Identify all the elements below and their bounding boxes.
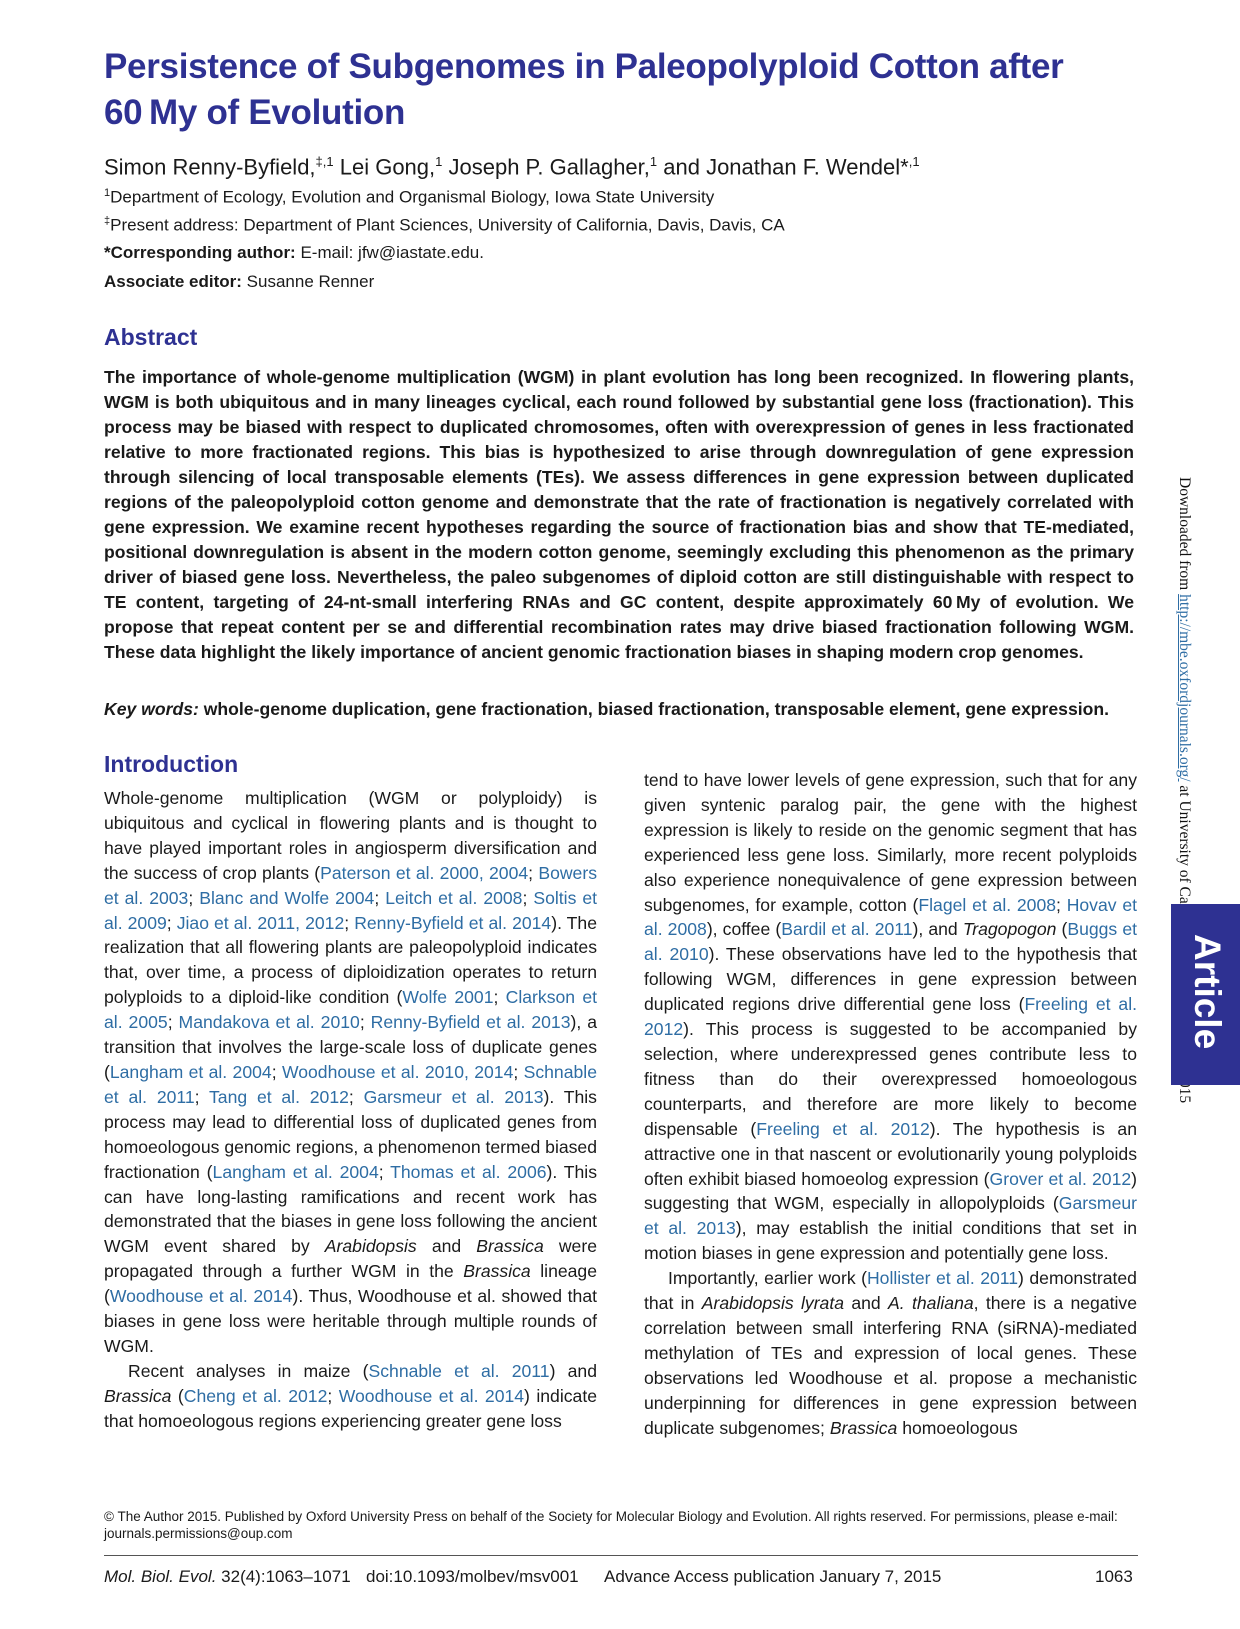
citation-link[interactable]: Wolfe 2001 bbox=[402, 987, 494, 1008]
citation-link[interactable]: Hollister et al. 2011 bbox=[866, 1268, 1019, 1289]
text-run: and bbox=[416, 1236, 477, 1257]
italic-term: Brassica bbox=[829, 1417, 898, 1438]
text-run: ). These observations have led to the hypothesis that following WGM, differences in gene expression between duplicated regions drive differential gene loss ( bbox=[644, 944, 1138, 1015]
author-name: Simon Renny-Byfield, bbox=[104, 154, 316, 180]
affiliation-sup: ‡ bbox=[104, 215, 111, 227]
citation-link[interactable]: Flagel et al. 2008 bbox=[918, 894, 1057, 915]
author-sup: 1 bbox=[435, 154, 443, 169]
text-run: ; bbox=[271, 1061, 282, 1082]
text-run: lineage ( bbox=[104, 1261, 597, 1307]
citation-link[interactable]: Leitch et al. 2008 bbox=[385, 887, 523, 908]
corresponding-email[interactable]: E-mail: jfw@iastate.edu. bbox=[295, 243, 484, 262]
text-run: ; bbox=[327, 1385, 339, 1406]
download-prefix: Downloaded from bbox=[1176, 477, 1193, 595]
keywords bbox=[104, 699, 1144, 720]
text-run: ( bbox=[171, 1385, 184, 1406]
corresponding-label: *Corresponding author: bbox=[104, 243, 296, 262]
text-run: ) demonstrated that in bbox=[644, 1268, 1137, 1314]
doi: doi:10.1093/molbev/msv001 bbox=[366, 1567, 579, 1586]
journal-name: Mol. Biol. Evol. bbox=[104, 1567, 217, 1586]
page-number: 1063 bbox=[1095, 1567, 1133, 1586]
author-name: Lei Gong, bbox=[333, 154, 436, 180]
citation-link[interactable]: Thomas et al. 2006 bbox=[390, 1161, 547, 1182]
text-run: ), and bbox=[912, 919, 963, 940]
text-run: ). This can have long-lasting ramifications and recent work has demonstrated that the biases in gene loss following the ancient WGM event shared by bbox=[104, 1161, 597, 1257]
italic-term: Brassica bbox=[463, 1261, 531, 1282]
text-run: ). The hypothesis is an attractive one in that nascent or evolutionarily young polyploids often exhibit biased homoeolog expression ( bbox=[644, 1118, 1137, 1189]
citation-link[interactable]: Langham et al. 2004 bbox=[212, 1161, 379, 1182]
article-type-tab bbox=[1171, 904, 1240, 1085]
text-run: ; bbox=[513, 1061, 524, 1082]
citation-link[interactable]: Freeling et al. 2012 bbox=[644, 994, 1137, 1040]
italic-term: Brassica bbox=[476, 1236, 544, 1257]
keywords-text: whole-genome duplication, gene fractionation, biased fractionation, transposable element, gene expression. bbox=[198, 699, 1110, 719]
text-run: ). Thus, Woodhouse et al. showed that biases in gene loss were heritable through multiple rounds of WGM. bbox=[104, 1286, 597, 1356]
text-run: Recent analyses in maize ( bbox=[128, 1360, 369, 1381]
text-run: tend to have lower levels of gene expression, such that for any given syntenic paralog pair, the gene with the highest expression is likely to reside on the genomic segment that has experienced less gene loss. Similarly, more recent polyploids also experience nonequivalence of gene expression between subgenomes, for example, cotton ( bbox=[644, 770, 1137, 915]
text-run: ; bbox=[522, 887, 534, 908]
author-sup: ‡,1 bbox=[315, 154, 334, 169]
text-run: ) suggesting that WGM, especially in allopolyploids ( bbox=[644, 1168, 1137, 1214]
text-run: ; bbox=[374, 887, 386, 908]
citation-link[interactable]: Woodhouse et al. 2014 bbox=[338, 1385, 525, 1406]
italic-term: A. thaliana bbox=[888, 1293, 974, 1314]
body-column-right bbox=[644, 768, 1137, 1440]
text-run: ), a transition that involves the large-scale loss of duplicate genes ( bbox=[104, 1012, 597, 1082]
abstract-heading: Abstract bbox=[104, 324, 198, 350]
introduction-heading: Introduction bbox=[104, 751, 239, 777]
author-sup: 1 bbox=[649, 154, 658, 169]
body-column-left bbox=[104, 786, 597, 1434]
citation-link[interactable]: Garsmeur et al. 2013 bbox=[363, 1086, 544, 1107]
copyright-footnote: © The Author 2015. Published by Oxford University Press on behalf of the Society for Molecular Biology and Evolution. All rights reserved. For permissions, please e-mail: journals.permissions@oup.com bbox=[104, 1509, 1118, 1541]
keywords-label: Key words: bbox=[104, 699, 199, 719]
citation-link[interactable]: Clarkson et al. 2005 bbox=[104, 987, 597, 1033]
citation-link[interactable]: Bowers et al. 2003 bbox=[104, 862, 597, 908]
paragraph bbox=[644, 768, 1137, 1266]
citation-link[interactable]: Blanc and Wolfe 2004 bbox=[199, 887, 375, 908]
author-name: Joseph P. Gallagher, bbox=[442, 154, 650, 180]
text-run: homoeologous bbox=[897, 1417, 1018, 1438]
affiliation-sup: 1 bbox=[104, 187, 111, 199]
affiliation-1 bbox=[104, 187, 714, 208]
text-run: ; bbox=[493, 987, 506, 1008]
text-run: and bbox=[844, 1293, 889, 1314]
text-run: ; bbox=[344, 912, 355, 933]
journal-url-link[interactable]: http://mbe.oxfordjournals.org/ bbox=[1176, 594, 1193, 782]
corresponding-author bbox=[104, 243, 484, 263]
paragraph bbox=[104, 1359, 597, 1434]
affiliation-text: Present address: Department of Plant Sciences, University of California, Davis, Davis, CA bbox=[110, 215, 785, 235]
citation-link[interactable]: Freeling et al. 2012 bbox=[756, 1118, 930, 1139]
citation-link[interactable]: Langham et al. 2004 bbox=[109, 1061, 272, 1082]
text-run: ) indicate that homoeologous regions experiencing greater gene loss bbox=[104, 1385, 597, 1431]
article-title: Persistence of Subgenomes in Paleopolyploid Cotton after 60 My of Evolution bbox=[104, 47, 1064, 132]
associate-editor bbox=[104, 272, 374, 292]
italic-term: Arabidopsis lyrata bbox=[701, 1293, 845, 1314]
abstract-text: The importance of whole-genome multiplication (WGM) in plant evolution has long been recognized. In flowering plants, WGM is both ubiquitous and in many lineages cyclical, each round followed by substantial gene loss (fractionation). This process may be biased with respect to duplicated chromosomes, often with overexpression of genes in less fractionated relative to more fractionated regions. This bias is hypothesized to arise through downregulation of gene expression through silencing of local transposable elements (TEs). We assess differences in gene expression between duplicated regions of the paleopolyploid cotton genome and demonstrate that the rate of fractionation is negatively correlated with gene expression. We examine recent hypotheses regarding the source of fractionation bias and show that TE-mediated, positional downregulation is absent in the modern cotton genome, seemingly excluding this phenomenon as the primary driver of biased gene loss. Nevertheless, the paleo subgenomes of diploid cotton are still distinguishable with respect to TE content, targeting of 24-nt-small interfering RNAs and GC content, despite approximately 60 My of evolution. We propose that repeat content per se and differential recombination rates may drive biased fractionation following WGM. These data highlight the likely importance of ancient genomic fractionation biases in shaping modern crop genomes. bbox=[104, 367, 1134, 662]
citation-link[interactable]: Woodhouse et al. 2014 bbox=[109, 1286, 293, 1307]
text-run: ; bbox=[1056, 894, 1067, 915]
citation-link[interactable]: Mandakova et al. 2010 bbox=[178, 1012, 360, 1033]
citation-link[interactable]: Garsmeur et al. 2013 bbox=[644, 1193, 1137, 1239]
text-run: ) and bbox=[549, 1360, 597, 1381]
text-run: ; bbox=[378, 1161, 391, 1182]
citation-link[interactable]: Buggs et al. 2010 bbox=[644, 919, 1137, 965]
italic-term: Tragopogon bbox=[962, 919, 1057, 940]
text-run: ; bbox=[194, 1086, 210, 1107]
text-run: ). This process may lead to differential loss of duplicated genes from homoeologous genomic regions, a phenomenon termed biased fractionation ( bbox=[104, 1086, 597, 1182]
editor-name: Susanne Renner bbox=[241, 272, 375, 291]
footer-divider bbox=[104, 1555, 1138, 1556]
italic-term: Brassica bbox=[104, 1385, 172, 1406]
text-run: ), coffee ( bbox=[706, 919, 782, 940]
affiliation-2 bbox=[104, 215, 785, 236]
author-list bbox=[104, 154, 920, 180]
citation-link[interactable]: Grover et al. 2012 bbox=[989, 1168, 1132, 1189]
citation-link[interactable]: Hovav et al. 2008 bbox=[644, 894, 1137, 940]
author-name: and Jonathan F. Wendel* bbox=[657, 154, 909, 180]
text-run: , there is a negative correlation between small interfering RNA (siRNA)-mediated methylation of TEs and expression of local genes. These observations led Woodhouse et al. propose a mechanistic underpinning for differences in gene expression between duplicate subgenomes; bbox=[644, 1293, 1137, 1438]
text-run: ). This process is suggested to be accompanied by selection, where underexpressed genes contribute less to fitness than do their overexpressed homoeologous counterparts, and therefore are more likely to become dispensable ( bbox=[644, 1019, 1137, 1139]
text-run: Importantly, earlier work ( bbox=[668, 1268, 867, 1289]
citation-link[interactable]: Soltis et al. 2009 bbox=[104, 887, 598, 933]
text-run: were propagated through a further WGM in the bbox=[104, 1236, 597, 1282]
paragraph bbox=[104, 786, 597, 1359]
author-sup: ,1 bbox=[908, 154, 920, 169]
text-run: ; bbox=[166, 912, 177, 933]
journal-citation bbox=[104, 1567, 351, 1587]
paragraph bbox=[644, 1266, 1137, 1440]
text-run: ; bbox=[359, 1012, 371, 1033]
text-run: ). The realization that all flowering plants are paleopolyploid indicates that, over time, a process of diploidization operates to return polyploids to a diploid-like condition ( bbox=[104, 912, 598, 1008]
citation-link[interactable]: Tang et al. 2012 bbox=[209, 1086, 349, 1107]
editor-label: Associate editor: bbox=[104, 272, 242, 291]
text-run: ; bbox=[348, 1086, 364, 1107]
citation-link[interactable]: Woodhouse et al. 2010, 2014 bbox=[281, 1061, 514, 1082]
article-type-label: Article bbox=[1187, 934, 1228, 1050]
citation-link[interactable]: Jiao et al. 2011, 2012 bbox=[176, 912, 345, 933]
text-run: ( bbox=[1056, 919, 1068, 940]
journal-volume: 32(4):1063–1071 bbox=[216, 1567, 351, 1586]
citation-link[interactable]: Cheng et al. 2012 bbox=[183, 1385, 328, 1406]
citation-link[interactable]: Bardil et al. 2011 bbox=[781, 919, 913, 940]
italic-term: Arabidopsis bbox=[324, 1236, 417, 1257]
affiliation-text: Department of Ecology, Evolution and Organismal Biology, Iowa State University bbox=[110, 187, 715, 207]
advance-access: Advance Access publication January 7, 2015 bbox=[604, 1567, 942, 1586]
text-run: ; bbox=[167, 1012, 179, 1033]
citation-link[interactable]: Paterson et al. 2000, 2004 bbox=[320, 862, 529, 883]
text-run: ; bbox=[188, 887, 200, 908]
text-run: ), may establish the initial conditions that set in motion biases in gene expression and potentially gene loss. bbox=[644, 1218, 1138, 1264]
citation-link[interactable]: Schnable et al. 2011 bbox=[104, 1061, 597, 1107]
text-run: Whole-genome multiplication (WGM or polyploidy) is ubiquitous and cyclical in flowering plants and is thought to have played important roles in angiosperm diversification and the success of crop plants ( bbox=[104, 788, 597, 883]
citation-link[interactable]: Renny-Byfield et al. 2014 bbox=[354, 912, 552, 933]
citation-link[interactable]: Renny-Byfield et al. 2013 bbox=[370, 1012, 571, 1033]
citation-link[interactable]: Schnable et al. 2011 bbox=[368, 1360, 550, 1381]
text-run: ; bbox=[528, 862, 539, 883]
